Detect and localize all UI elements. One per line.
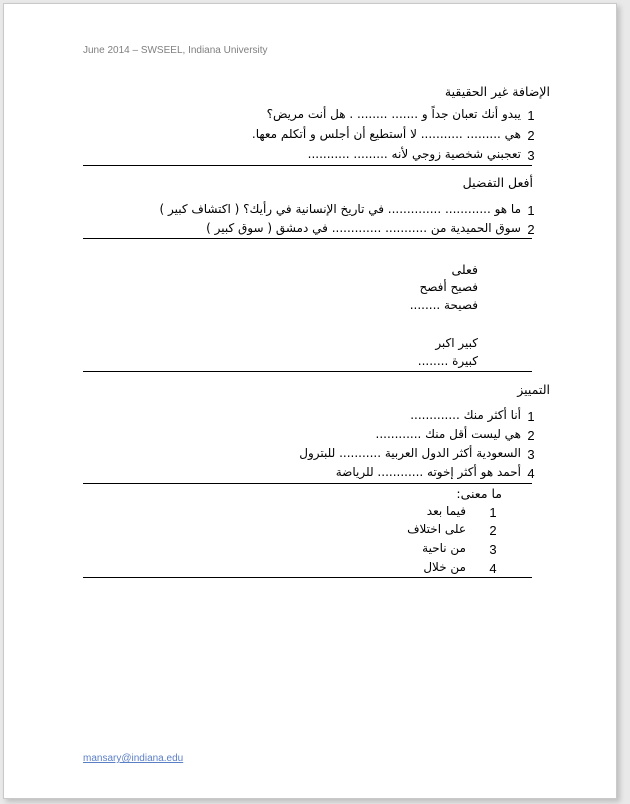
exercise-sentence: السعودية أكثر الدول العربية ........... للبترول <box>299 446 521 460</box>
section-title-idafa: الإضافة غير الحقيقية <box>444 84 550 99</box>
exercise-sentence: تعجبني شخصية زوجي لأنه ......... ........... <box>307 147 521 161</box>
page-header: June 2014 – SWSEEL, Indiana University <box>83 45 268 56</box>
exercise-sentence: يبدو أنك تعبان جداً و ....... ........ . هل أنت مريض؟ <box>266 107 521 121</box>
section-title-tamyiz: التمييز <box>517 382 550 397</box>
section-title-tafdil: أفعل التفضيل <box>462 175 533 190</box>
item-number: 3 <box>527 148 535 163</box>
exercise-sentence: أحمد هو أكثر إخوته ............ للرياضة <box>335 465 521 479</box>
item-number: 2 <box>527 428 535 443</box>
item-number: 4 <box>527 466 535 481</box>
section-divider <box>83 165 532 166</box>
word-pair: كبير اكبر <box>435 336 478 350</box>
item-number: 1 <box>527 108 535 123</box>
item-number: 3 <box>489 542 497 557</box>
exercise-sentence: هي ليست أقل منك ............ <box>375 427 521 441</box>
section-divider <box>83 371 532 372</box>
section-divider <box>83 483 532 484</box>
phrase-item: من ناحية <box>422 541 466 555</box>
exercise-sentence: ما هو ............ .............. في تاريخ الإنسانية في رأيك؟ ( اكتشاف كبير ) <box>159 202 521 216</box>
item-number: 1 <box>527 203 535 218</box>
phrase-item: فيما بعد <box>426 504 466 518</box>
exercise-sentence: أنا أكثر منك ............. <box>410 408 521 422</box>
item-number: 2 <box>527 222 535 237</box>
section-title-fula: فعلى <box>451 262 478 277</box>
item-number: 1 <box>489 505 497 520</box>
item-number: 1 <box>527 409 535 424</box>
item-number: 2 <box>527 128 535 143</box>
word-pair: كبيرة ........ <box>417 354 478 368</box>
footer-email-link[interactable]: mansary@indiana.edu <box>83 753 184 764</box>
item-number: 3 <box>527 447 535 462</box>
item-number: 4 <box>489 561 497 576</box>
document-page <box>3 3 617 799</box>
word-pair: فصيحة ........ <box>409 298 478 312</box>
word-pair: فصيح أفصح <box>419 280 478 294</box>
section-title-meaning: ما معنى: <box>456 486 502 501</box>
section-divider <box>83 577 532 578</box>
exercise-sentence: سوق الحميدية من ........... ............. في دمشق ( سوق كبير ) <box>206 221 521 235</box>
phrase-item: على اختلاف <box>407 522 466 536</box>
section-divider <box>83 238 532 239</box>
item-number: 2 <box>489 523 497 538</box>
exercise-sentence: هي ......... ........... لا أستطيع أن أجلس و أتكلم معها. <box>251 127 521 141</box>
phrase-item: من خلال <box>423 560 466 574</box>
